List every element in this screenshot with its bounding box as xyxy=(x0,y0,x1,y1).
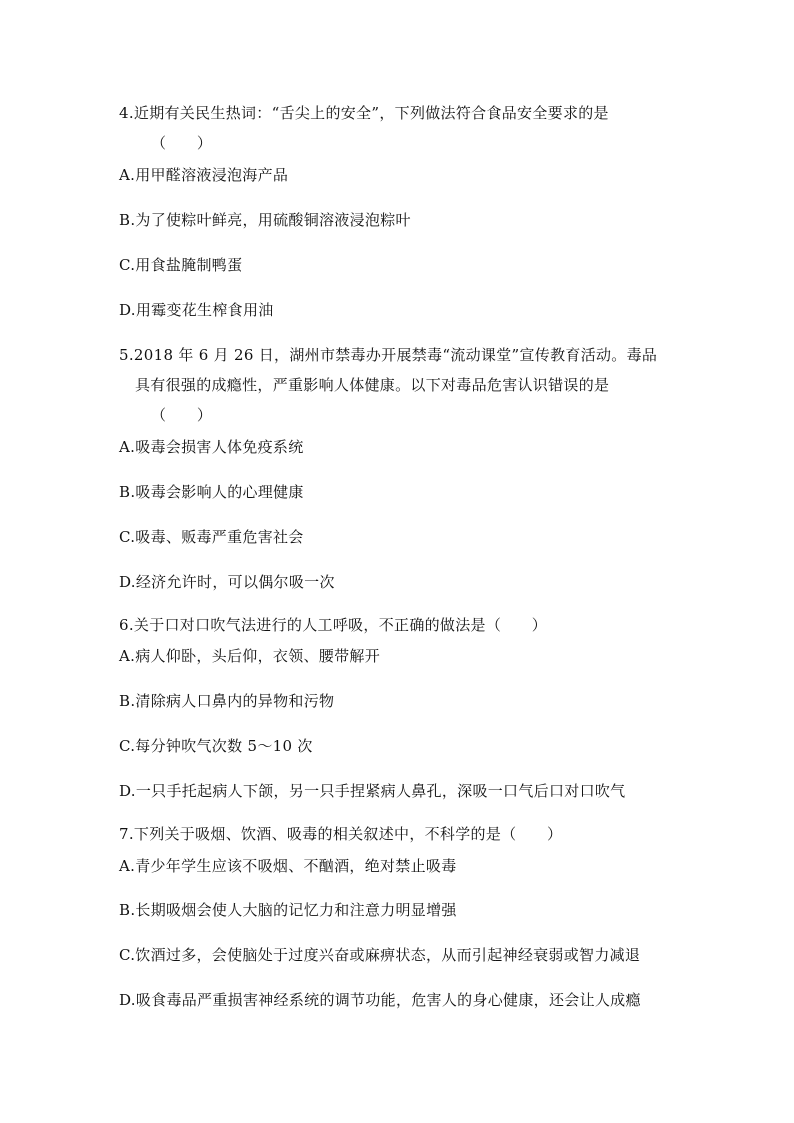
question-7-stem: 7.下列关于吸烟、饮酒、吸毒的相关叙述中，不科学的是（ ） xyxy=(119,825,563,843)
question-4-option-d: D.用霉变花生榨食用油 xyxy=(119,301,274,319)
question-4-option-c: C.用食盐腌制鸭蛋 xyxy=(119,256,243,274)
question-6-option-a: A.病人仰卧，头后仰，衣领、腰带解开 xyxy=(119,647,381,665)
question-5-stem-line-2: 具有很强的成瘾性，严重影响人体健康。以下对毒品危害认识错误的是 xyxy=(135,376,610,394)
question-6-option-b: B.清除病人口鼻内的异物和污物 xyxy=(119,692,335,710)
question-4-option-b: B.为了使粽叶鲜亮，用硫酸铜溶液浸泡粽叶 xyxy=(119,211,411,229)
question-5-option-b: B.吸毒会影响人的心理健康 xyxy=(119,483,304,501)
question-6-stem: 6.关于口对口吹气法进行的人工呼吸，不正确的做法是（ ） xyxy=(119,616,548,634)
question-7-option-d: D.吸食毒品严重损害神经系统的调节功能，危害人的身心健康，还会让人成瘾 xyxy=(119,991,641,1009)
question-4-answer-blank: （ ） xyxy=(151,134,213,152)
question-5-option-d: D.经济允许时，可以偶尔吸一次 xyxy=(119,573,335,591)
question-7-option-b: B.长期吸烟会使人大脑的记忆力和注意力明显增强 xyxy=(119,901,457,919)
question-4-stem-line-1: 4.近期有关民生热词：“舌尖上的安全”，下列做法符合食品安全要求的是 xyxy=(119,104,609,122)
question-6-option-c: C.每分钟吹气次数 5～10 次 xyxy=(119,737,313,755)
question-7-option-a: A.青少年学生应该不吸烟、不酗酒，绝对禁止吸毒 xyxy=(119,857,457,875)
question-6-option-d: D.一只手托起病人下颌，另一只手捏紧病人鼻孔，深吸一口气后口对口吹气 xyxy=(119,782,626,800)
question-5-option-a: A.吸毒会损害人体免疫系统 xyxy=(119,438,304,456)
question-5-option-c: C.吸毒、贩毒严重危害社会 xyxy=(119,528,304,546)
question-5-answer-blank: （ ） xyxy=(151,406,213,424)
question-7-option-c: C.饮酒过多，会使脑处于过度兴奋或麻痹状态，从而引起神经衰弱或智力减退 xyxy=(119,946,641,964)
question-4-option-a: A.用甲醛溶液浸泡海产品 xyxy=(119,166,289,184)
question-5-stem-line-1: 5.2018 年 6 月 26 日，湖州市禁毒办开展禁毒“流动课堂”宣传教育活动。毒品 xyxy=(119,346,658,364)
